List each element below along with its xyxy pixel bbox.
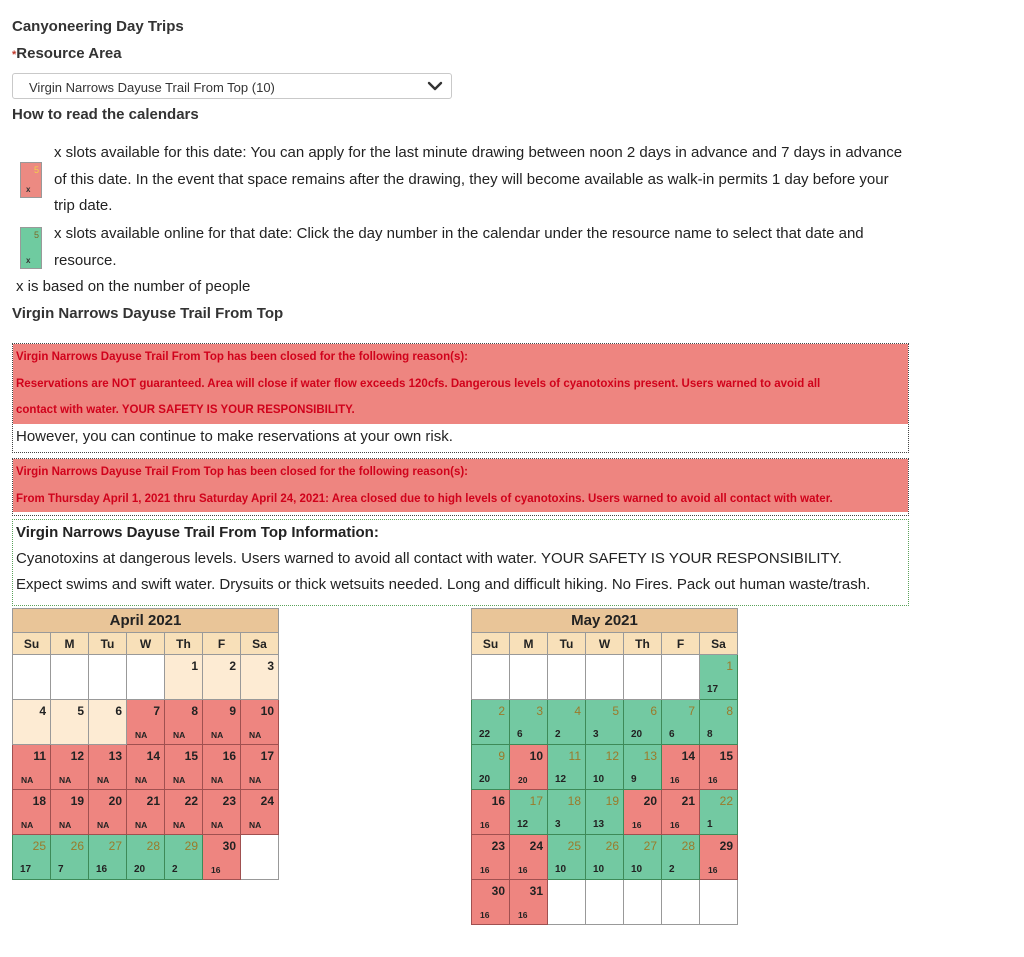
calendar-day-17 — [241, 745, 279, 790]
calendar-day-21 — [127, 790, 165, 835]
day-number[interactable]: 25 — [32, 839, 46, 853]
day-number[interactable]: 26 — [605, 839, 619, 853]
calendar-day-4[interactable] — [548, 700, 586, 745]
resource-area-label — [12, 45, 122, 62]
slots-available: 16 — [518, 910, 528, 920]
slots-available: NA — [59, 775, 72, 785]
calendar-day-2 — [203, 655, 241, 700]
slots-available: NA — [97, 820, 110, 830]
calendar-day-30 — [203, 835, 241, 880]
calendar-day-18 — [13, 790, 51, 835]
day-number[interactable]: 12 — [605, 749, 619, 763]
slots-available: 17 — [707, 684, 719, 695]
closure-notice-1 — [12, 343, 909, 453]
slots-available: 22 — [479, 729, 491, 740]
weekday-header: Sa — [241, 633, 279, 655]
calendar-empty-cell — [127, 655, 165, 700]
calendar-day-5 — [51, 700, 89, 745]
day-number[interactable]: 2 — [498, 704, 505, 718]
slots-available: 10 — [631, 864, 643, 875]
day-number[interactable]: 27 — [108, 839, 122, 853]
calendar-day-26[interactable] — [586, 835, 624, 880]
slots-available: 9 — [631, 774, 637, 785]
calendar-day-31 — [510, 880, 548, 925]
slots-available: NA — [135, 730, 148, 740]
weekday-header: Th — [165, 633, 203, 655]
slots-available: NA — [249, 775, 262, 785]
weekday-header: F — [662, 633, 700, 655]
how-to-read-heading: How to read the calendars — [12, 106, 199, 123]
slots-available: 6 — [669, 729, 675, 740]
day-number: 14 — [146, 749, 160, 763]
calendar-day-12 — [51, 745, 89, 790]
slots-available: NA — [21, 775, 34, 785]
calendar-day-2[interactable] — [472, 700, 510, 745]
weekday-header: F — [203, 633, 241, 655]
day-number: 14 — [681, 749, 695, 763]
legend-red-swatch — [20, 162, 42, 198]
day-number[interactable]: 29 — [184, 839, 198, 853]
calendar-empty-cell — [13, 655, 51, 700]
chevron-down-icon — [427, 79, 443, 93]
day-number: 7 — [153, 704, 160, 718]
slots-available: NA — [249, 730, 262, 740]
legend-green-description — [54, 221, 954, 274]
required-mark: * — [12, 49, 17, 61]
slots-available: 10 — [555, 864, 567, 875]
day-number: 20 — [108, 794, 122, 808]
weekday-header: Su — [472, 633, 510, 655]
weekday-header: W — [586, 633, 624, 655]
day-number[interactable]: 9 — [498, 749, 505, 763]
calendar-day-14 — [662, 745, 700, 790]
slots-available: NA — [97, 775, 110, 785]
legend-red-line1: x slots available for this date: You can apply for the last minute drawing between noon 2 days in advance and 7 days in advance — [54, 144, 903, 161]
day-number: 13 — [108, 749, 122, 763]
calendar-day-1 — [165, 655, 203, 700]
day-number[interactable]: 7 — [688, 704, 695, 718]
calendar-day-8 — [165, 700, 203, 745]
day-number: 10 — [260, 704, 274, 718]
slots-available: 2 — [555, 729, 561, 740]
day-number: 17 — [260, 749, 274, 763]
slots-available: 13 — [593, 819, 605, 830]
slots-available: 16 — [670, 775, 680, 785]
slots-available: 16 — [708, 775, 718, 785]
day-number: 11 — [33, 749, 46, 763]
day-number[interactable]: 11 — [568, 749, 581, 763]
calendar-empty-cell — [510, 655, 548, 700]
day-number[interactable]: 17 — [529, 794, 543, 808]
closure1-line2: Reservations are NOT guaranteed. Area will close if water flow exceeds 120cfs. Dangerous levels of cyanotoxins present. Users warned to avoid all — [13, 371, 908, 398]
calendar-day-14 — [127, 745, 165, 790]
calendar-empty-cell — [662, 655, 700, 700]
weekday-header: Tu — [89, 633, 127, 655]
slots-available: 12 — [517, 819, 529, 830]
calendar-day-28[interactable] — [127, 835, 165, 880]
slots-available: 6 — [517, 729, 523, 740]
calendar-day-15 — [165, 745, 203, 790]
calendar-day-4 — [13, 700, 51, 745]
calendar-day-9 — [203, 700, 241, 745]
calendar-empty-cell — [586, 655, 624, 700]
calendar-empty-cell — [51, 655, 89, 700]
day-number: 30 — [222, 839, 236, 853]
slots-available: 17 — [20, 864, 32, 875]
weekday-header: Th — [624, 633, 662, 655]
day-number: 21 — [681, 794, 695, 808]
calendar-day-15 — [700, 745, 738, 790]
weekday-header: W — [127, 633, 165, 655]
closure1-line3: contact with water. YOUR SAFETY IS YOUR RESPONSIBILITY. — [13, 397, 908, 424]
slots-available: 2 — [669, 864, 675, 875]
slots-available: NA — [249, 820, 262, 830]
calendar-empty-cell — [472, 655, 510, 700]
calendar-day-6 — [89, 700, 127, 745]
calendar-day-19 — [51, 790, 89, 835]
day-number: 1 — [191, 659, 198, 673]
calendar-day-8[interactable] — [700, 700, 738, 745]
calendar-empty-cell — [624, 655, 662, 700]
calendar-day-10 — [510, 745, 548, 790]
closure1-line1: Virgin Narrows Dayuse Trail From Top has been closed for the following reason(s): — [13, 344, 908, 371]
day-number: 9 — [229, 704, 236, 718]
slots-available: NA — [135, 820, 148, 830]
legend-green-line1: x slots available online for that date: Click the day number in the calendar under the resource name to select that date and — [54, 225, 864, 242]
calendar-day-3 — [241, 655, 279, 700]
calendar-day-7[interactable] — [662, 700, 700, 745]
day-number: 12 — [70, 749, 84, 763]
calendar-day-13 — [89, 745, 127, 790]
info-line3: Expect swims and swift water. Drysuits or thick wetsuits needed. Long and difficult hiking. No Fires. Pack out human waste/trash. — [16, 576, 871, 593]
slots-available: 20 — [518, 775, 528, 785]
legend-green-num: 5 — [33, 230, 39, 240]
resource-area-select[interactable] — [12, 73, 452, 99]
closure2-line2: From Thursday April 1, 2021 thru Saturday April 24, 2021: Area closed due to high levels of cyanotoxins. Users warned to avoid all contact with water. — [13, 486, 908, 513]
calendar-day-10 — [241, 700, 279, 745]
calendar-day-27[interactable] — [624, 835, 662, 880]
slots-available: 20 — [134, 864, 146, 875]
calendar-empty-cell — [548, 880, 586, 925]
slots-available: 1 — [707, 819, 713, 830]
weekday-header: Tu — [548, 633, 586, 655]
day-number: 15 — [184, 749, 198, 763]
slots-available: 16 — [518, 865, 528, 875]
slots-available: 10 — [593, 774, 605, 785]
legend-red-description — [54, 140, 954, 220]
day-number: 29 — [719, 839, 733, 853]
calendar-empty-cell — [586, 880, 624, 925]
slots-available: NA — [173, 820, 186, 830]
day-number: 3 — [267, 659, 274, 673]
slots-available: 16 — [211, 865, 221, 875]
day-number: 22 — [184, 794, 198, 808]
calendar-empty-cell — [89, 655, 127, 700]
day-number[interactable]: 1 — [726, 659, 733, 673]
calendar-day-1[interactable] — [700, 655, 738, 700]
closure-notice-2 — [12, 458, 909, 516]
info-line2: Cyanotoxins at dangerous levels. Users warned to avoid all contact with water. YOUR SAFETY IS YOUR RESPONSIBILITY. — [16, 550, 842, 567]
calendar-day-3[interactable] — [510, 700, 548, 745]
slots-available: 3 — [555, 819, 561, 830]
slots-available: 8 — [707, 729, 713, 740]
day-number: 18 — [32, 794, 46, 808]
calendar-day-9[interactable] — [472, 745, 510, 790]
calendar-day-19[interactable] — [586, 790, 624, 835]
closure2-line1: Virgin Narrows Dayuse Trail From Top has been closed for the following reason(s): — [13, 459, 908, 486]
day-number: 6 — [115, 704, 122, 718]
calendar-empty-cell — [548, 655, 586, 700]
slots-available: NA — [211, 730, 224, 740]
day-number: 24 — [529, 839, 543, 853]
day-number: 21 — [146, 794, 160, 808]
day-number[interactable]: 26 — [70, 839, 84, 853]
slots-available: 3 — [593, 729, 599, 740]
calendar-day-11[interactable] — [548, 745, 586, 790]
legend-green-swatch — [20, 227, 42, 269]
day-number: 30 — [491, 884, 505, 898]
calendar-empty-cell — [624, 880, 662, 925]
slots-available: 16 — [480, 820, 490, 830]
day-number: 5 — [77, 704, 84, 718]
slots-available: 12 — [555, 774, 567, 785]
day-number: 23 — [491, 839, 505, 853]
calendar-day-26[interactable] — [51, 835, 89, 880]
calendar-day-23 — [472, 835, 510, 880]
calendar-day-20 — [624, 790, 662, 835]
calendar-day-11 — [13, 745, 51, 790]
day-number: 23 — [222, 794, 236, 808]
day-number[interactable]: 19 — [605, 794, 619, 808]
day-number[interactable]: 28 — [146, 839, 160, 853]
calendar-day-21 — [662, 790, 700, 835]
day-number: 8 — [191, 704, 198, 718]
calendar-month-title: May 2021 — [472, 609, 738, 633]
resource-area-label-text: Resource Area — [16, 45, 122, 62]
day-number[interactable]: 5 — [612, 704, 619, 718]
legend-red-num: 5 — [33, 165, 39, 175]
legend-red-line3: trip date. — [54, 197, 113, 214]
slots-available: NA — [173, 730, 186, 740]
day-number: 2 — [229, 659, 236, 673]
info-notice — [12, 519, 909, 606]
weekday-header: M — [510, 633, 548, 655]
day-number: 16 — [222, 749, 236, 763]
resource-heading: Virgin Narrows Dayuse Trail From Top — [12, 305, 284, 322]
slots-available: 20 — [631, 729, 643, 740]
day-number[interactable]: 4 — [574, 704, 581, 718]
calendar-day-22 — [165, 790, 203, 835]
slots-available: NA — [173, 775, 186, 785]
legend-red-x: x — [26, 185, 31, 194]
day-number: 16 — [491, 794, 505, 808]
legend-red-line2: of this date. In the event that space remains after the drawing, they will become available as walk-in permits 1 day before your — [54, 170, 889, 188]
day-number[interactable]: 22 — [719, 794, 733, 808]
day-number[interactable]: 18 — [567, 794, 581, 808]
calendar-day-16 — [203, 745, 241, 790]
slots-available: 16 — [670, 820, 680, 830]
slots-available: 7 — [58, 864, 64, 875]
calendar-day-30 — [472, 880, 510, 925]
calendar-day-17[interactable] — [510, 790, 548, 835]
calendar-day-12[interactable] — [586, 745, 624, 790]
calendar-month-title: April 2021 — [13, 609, 279, 633]
calendar-empty-cell — [241, 835, 279, 880]
legend-green-line2: resource. — [54, 251, 117, 269]
weekday-header: Su — [13, 633, 51, 655]
calendar-day-20 — [89, 790, 127, 835]
calendar-may — [471, 608, 738, 925]
day-number: 4 — [39, 704, 46, 718]
day-number[interactable]: 3 — [536, 704, 543, 718]
slots-available: 20 — [479, 774, 491, 785]
calendar-day-6[interactable] — [624, 700, 662, 745]
day-number: 10 — [529, 749, 543, 763]
slots-available: 10 — [593, 864, 605, 875]
day-number: 31 — [529, 884, 543, 898]
slots-available: NA — [211, 775, 224, 785]
resource-area-select-value: Virgin Narrows Dayuse Trail From Top (10) — [29, 80, 275, 95]
calendar-day-23 — [203, 790, 241, 835]
weekday-header: Sa — [700, 633, 738, 655]
day-number: 19 — [70, 794, 84, 808]
day-number[interactable]: 6 — [650, 704, 657, 718]
calendar-day-25[interactable] — [548, 835, 586, 880]
calendar-empty-cell — [700, 880, 738, 925]
day-number[interactable]: 8 — [726, 704, 733, 718]
slots-available: 16 — [480, 910, 490, 920]
calendar-day-7 — [127, 700, 165, 745]
calendar-day-22[interactable] — [700, 790, 738, 835]
closure1-line4: However, you can continue to make reservations at your own risk. — [16, 427, 453, 445]
calendar-day-13[interactable] — [624, 745, 662, 790]
slots-available: NA — [59, 820, 72, 830]
weekday-header: M — [51, 633, 89, 655]
slots-available: 2 — [172, 864, 178, 875]
page-title: Canyoneering Day Trips — [12, 18, 184, 35]
slots-available: 16 — [708, 865, 718, 875]
slots-available: NA — [135, 775, 148, 785]
info-line1: Virgin Narrows Dayuse Trail From Top Information: — [16, 524, 379, 541]
calendar-empty-cell — [662, 880, 700, 925]
calendar-day-18[interactable] — [548, 790, 586, 835]
calendar-day-24 — [510, 835, 548, 880]
slots-available: NA — [211, 820, 224, 830]
slots-available: 16 — [480, 865, 490, 875]
calendar-day-5[interactable] — [586, 700, 624, 745]
legend-note: x is based on the number of people — [16, 278, 251, 295]
calendar-day-28[interactable] — [662, 835, 700, 880]
slots-available: 16 — [632, 820, 642, 830]
legend-green-x: x — [26, 256, 31, 265]
calendar-day-24 — [241, 790, 279, 835]
calendar-day-27[interactable] — [89, 835, 127, 880]
calendar-day-29 — [700, 835, 738, 880]
day-number: 15 — [719, 749, 733, 763]
day-number[interactable]: 25 — [567, 839, 581, 853]
slots-available: 16 — [96, 864, 108, 875]
day-number[interactable]: 27 — [643, 839, 657, 853]
calendar-day-16 — [472, 790, 510, 835]
day-number: 20 — [643, 794, 657, 808]
calendar-april — [12, 608, 279, 880]
calendar-day-29[interactable] — [165, 835, 203, 880]
day-number[interactable]: 28 — [681, 839, 695, 853]
day-number[interactable]: 13 — [643, 749, 657, 763]
day-number: 24 — [260, 794, 274, 808]
calendar-day-25[interactable] — [13, 835, 51, 880]
slots-available: NA — [21, 820, 34, 830]
